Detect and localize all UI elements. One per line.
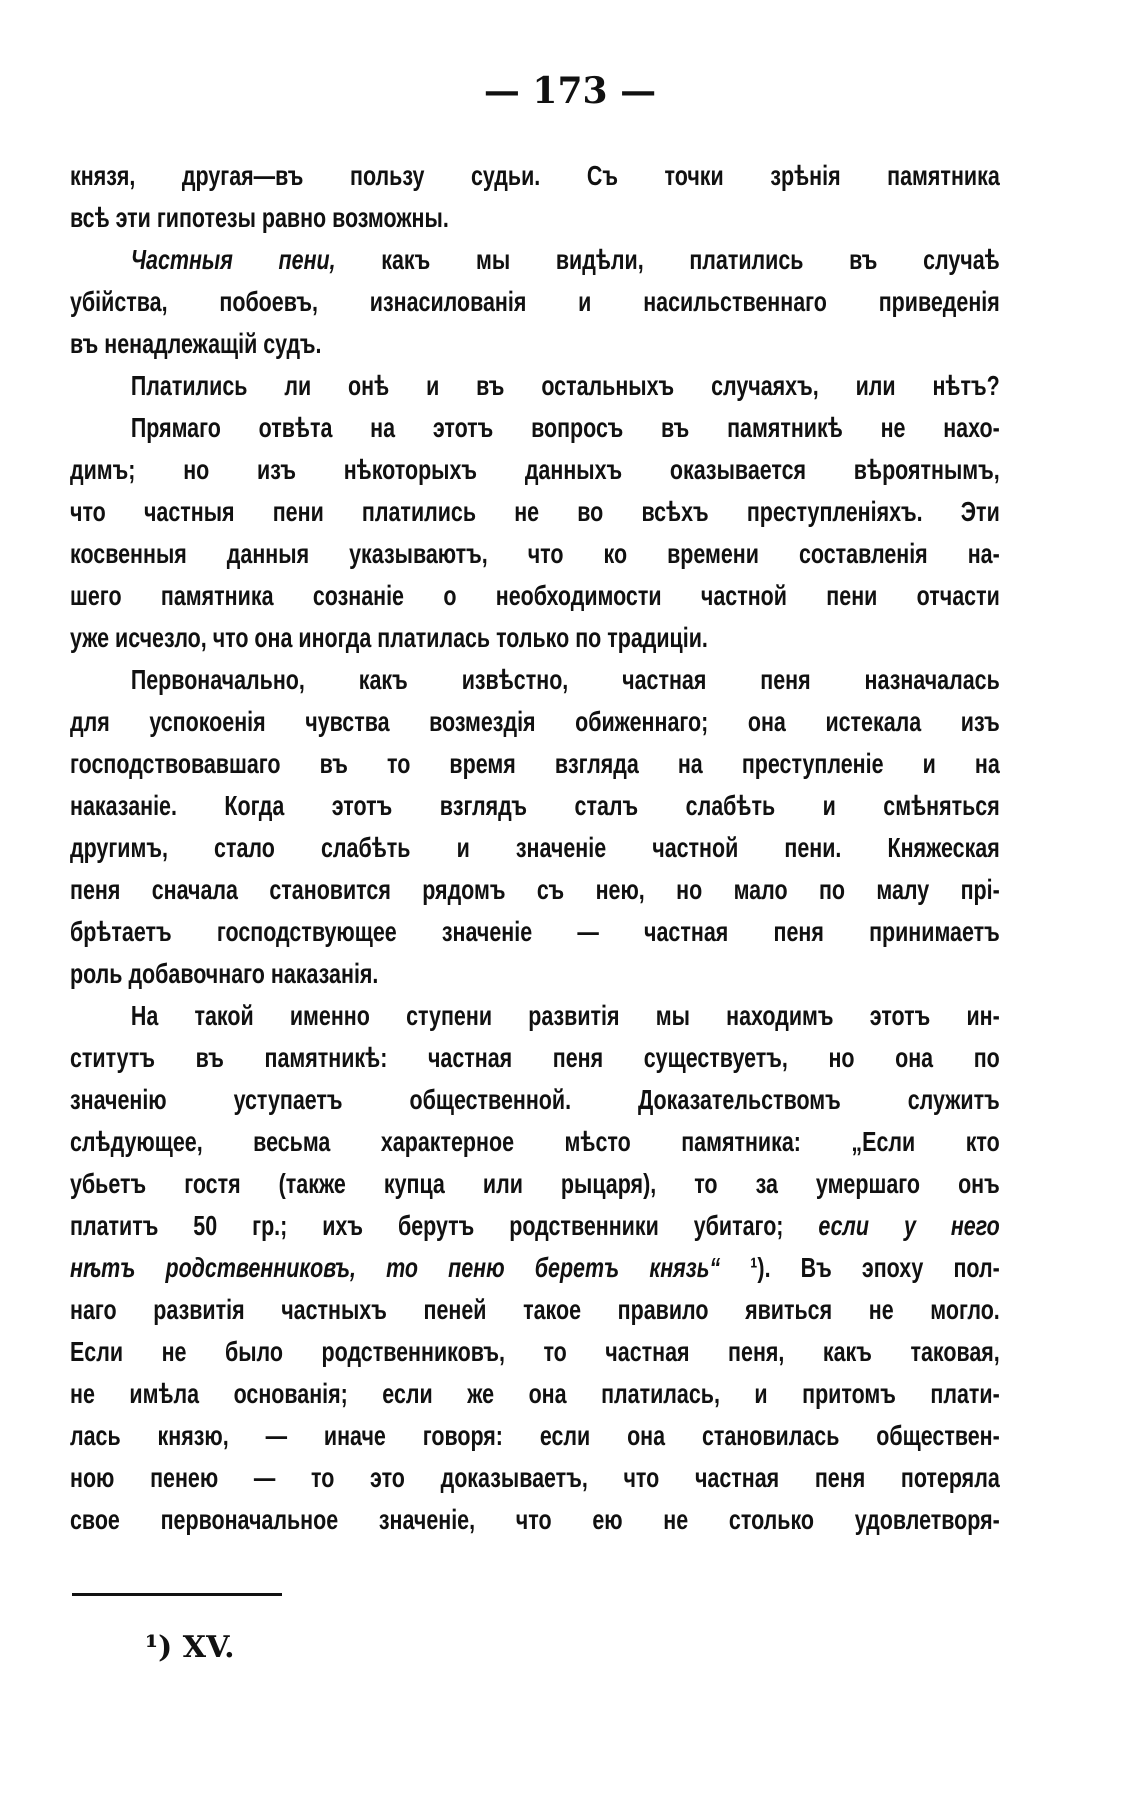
text-line: пеня сначала становится рядомъ съ нею, но мало по малу прі-	[70, 874, 1000, 905]
text-line: димъ; но изъ нѣкоторыхъ данныхъ оказывается вѣроятнымъ,	[70, 454, 1000, 485]
text-line	[70, 1205, 1000, 1247]
text-line: Прямаго отвѣта на этотъ вопросъ въ памятникѣ не нахо-	[130, 412, 1000, 443]
page-number: — 173 —	[483, 70, 657, 112]
text-line: свое первоначальное значеніе, что ею не столько удовлетворя-	[70, 1504, 1000, 1535]
text-line: для успокоенія чувства возмездія обиженнаго; она истекала изъ	[70, 706, 1000, 737]
footnote-divider	[72, 1593, 282, 1596]
text-line: лась князю, — иначе говоря: если она становилась обществен-	[70, 1420, 1000, 1451]
text-span: какъ мы видѣли, платились въ случаѣ	[335, 244, 1000, 275]
text-line: ною пенею — то это доказываетъ, что частная пеня потеряла	[70, 1462, 1000, 1493]
footnote-marker: ¹)	[145, 1630, 173, 1665]
text-line: ститутъ въ памятникѣ: частная пеня существуетъ, но она по	[70, 1042, 1000, 1073]
text-line: всѣ эти гипотезы равно возможны.	[70, 202, 449, 233]
body-text	[70, 155, 1000, 1541]
text-line: Платились ли онѣ и въ остальныхъ случаяхъ, или нѣтъ?	[130, 370, 1000, 401]
text-line: наказаніе. Когда этотъ взглядъ сталъ слабѣть и смѣняться	[70, 790, 1000, 821]
text-span: платитъ 50 гр.; ихъ берутъ родственники убитаго;	[70, 1210, 819, 1241]
footnote	[145, 1630, 235, 1665]
text-line: другимъ, стало слабѣть и значеніе частной пени. Княжеская	[70, 832, 1000, 863]
text-line: уже исчезло, что она иногда платилась только по традиціи.	[70, 622, 708, 653]
text-line: роль добавочнаго наказанія.	[70, 958, 379, 989]
text-span: ¹). Въ эпоху пол-	[720, 1252, 1000, 1283]
text-line: не имѣла основанія; если же она платилась, и притомъ плати-	[70, 1378, 1000, 1409]
text-line: косвенныя данныя указываютъ, что ко времени составленія на-	[70, 538, 1000, 569]
text-line: убьетъ гостя (также купца или рыцаря), то за умершаго онъ	[70, 1168, 1000, 1199]
italic-span: Частныя пени,	[130, 244, 336, 275]
text-line: Если не было родственниковъ, то частная пеня, какъ таковая,	[70, 1336, 1000, 1367]
text-line: наго развитія частныхъ пеней такое правило явиться не могло.	[70, 1294, 1000, 1325]
text-line: господствовавшаго въ то время взгляда на преступленіе и на	[70, 748, 1000, 779]
text-line: что частныя пени платились не во всѣхъ преступленіяхъ. Эти	[70, 496, 1000, 527]
text-line	[70, 1247, 1000, 1289]
footnote-text: XV.	[182, 1630, 235, 1665]
text-line: брѣтаетъ господствующее значеніе — частная пеня принимаетъ	[70, 916, 1000, 947]
text-line: слѣдующее, весьма характерное мѣсто памятника: „Если кто	[70, 1126, 1000, 1157]
text-line: въ ненадлежащій судъ.	[70, 328, 322, 359]
text-line: князя, другая—въ пользу судьи. Съ точки зрѣнія памятника	[70, 160, 1000, 191]
text-line: Первоначально, какъ извѣстно, частная пеня назначалась	[130, 664, 1000, 695]
text-line: шего памятника сознаніе о необходимости частной пени отчасти	[70, 580, 1000, 611]
italic-span: нѣтъ родственниковъ, то пеню беретъ князь“	[70, 1252, 721, 1283]
text-line	[70, 239, 1000, 281]
italic-span: если у него	[818, 1210, 1000, 1241]
text-line: значенію уступаетъ общественной. Доказательствомъ служитъ	[70, 1084, 1000, 1115]
text-line: убійства, побоевъ, изнасилованія и насильственнаго приведенія	[70, 286, 1000, 317]
text-line: На такой именно ступени развитія мы находимъ этотъ ин-	[130, 1000, 1000, 1031]
